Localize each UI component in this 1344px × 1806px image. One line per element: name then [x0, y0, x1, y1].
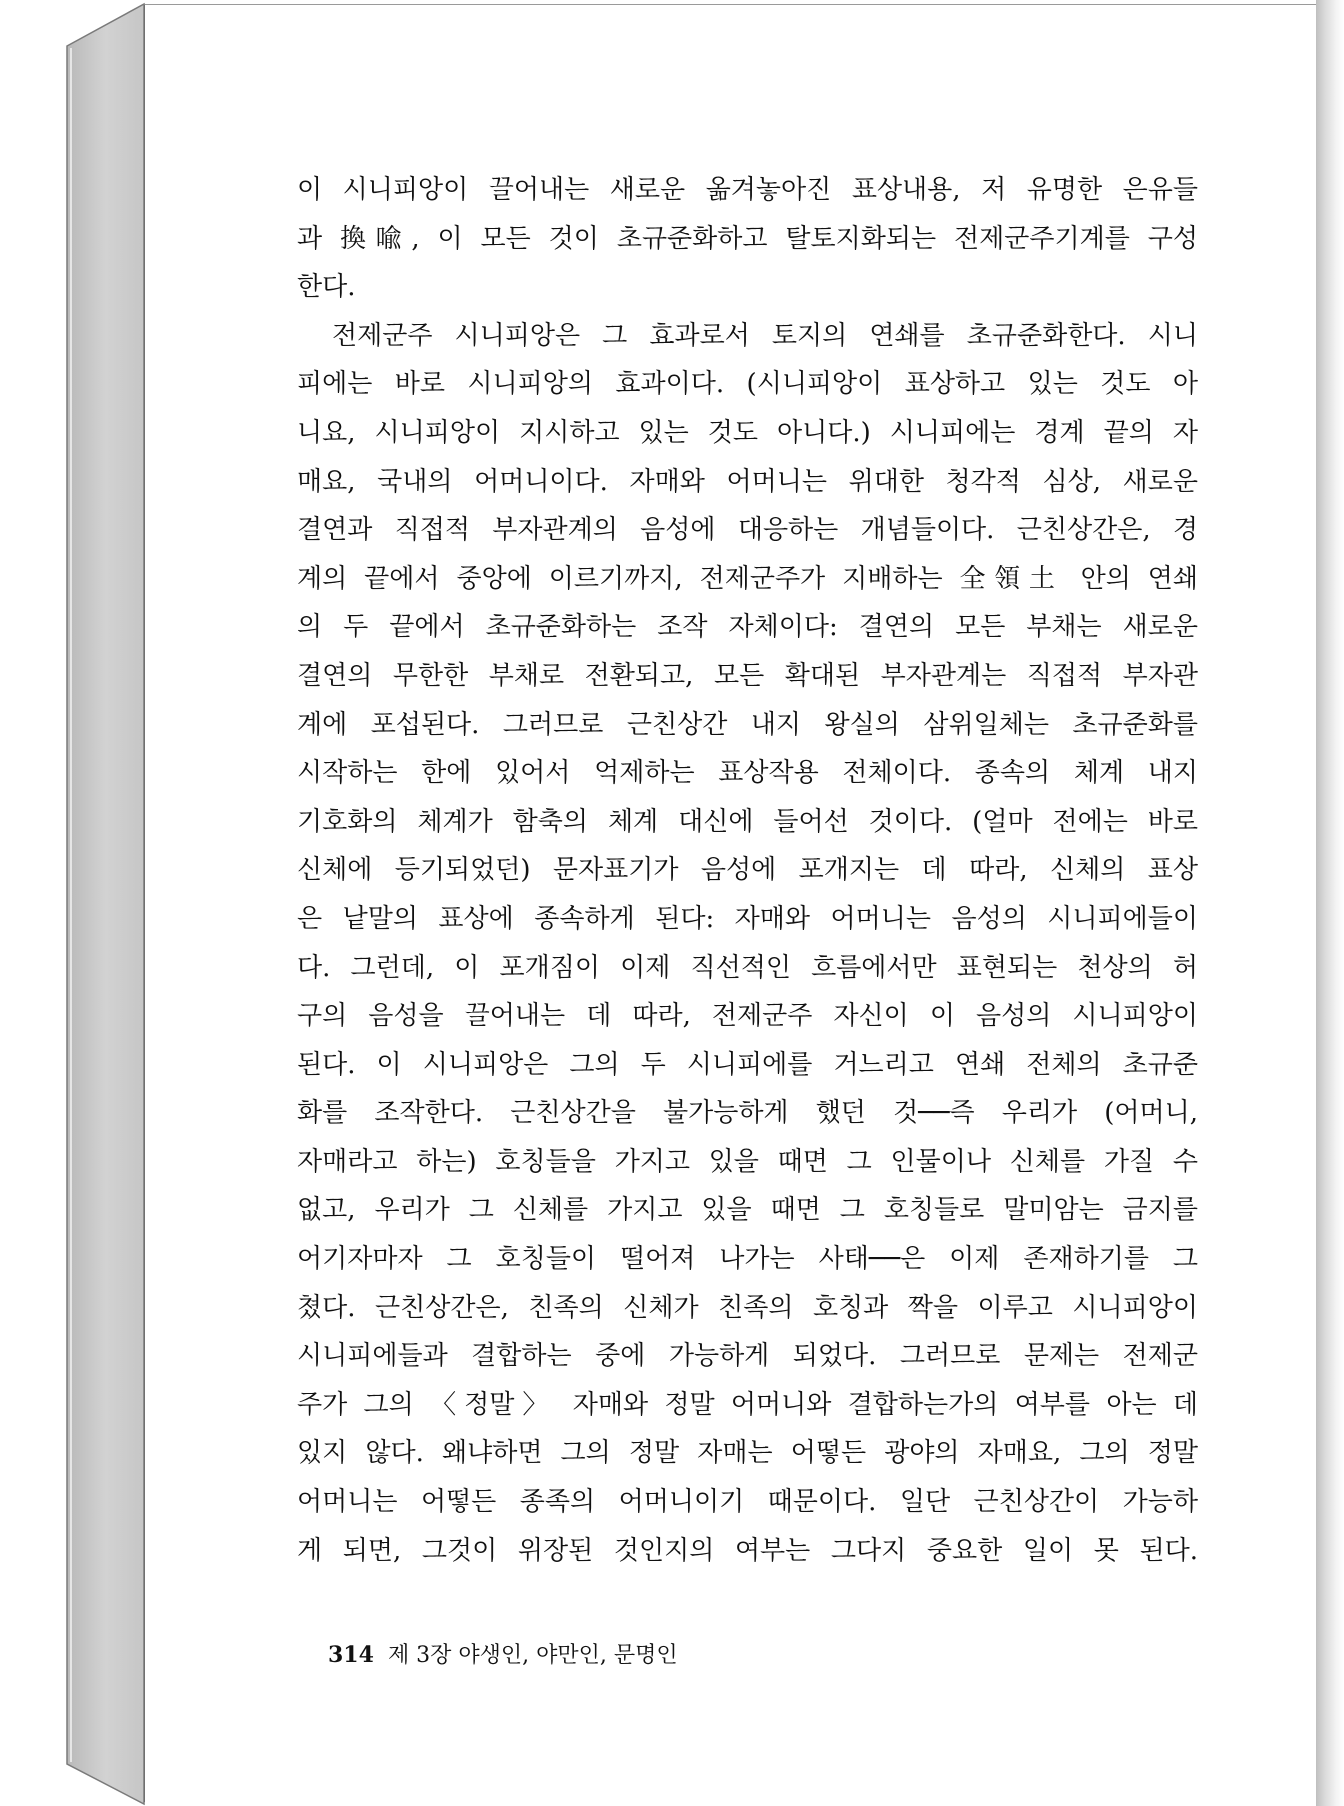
text-line: 어기자마자 그 호칭들이 떨어져 나가는 사태──은 이제 존재하기를 그	[297, 1244, 1198, 1275]
text-line: 이 시니피앙이 끌어내는 새로운 옮겨놓아진 표상내용, 저 유명한 은유들	[297, 175, 1198, 205]
text-line: 매요, 국내의 어머니이다. 자매와 어머니는 위대한 청각적 심상, 새로운	[297, 466, 1198, 497]
text-line: 계의 끝에서 중앙에 이르기까지, 전제군주가 지배하는 全領土 안의 연쇄	[297, 563, 1198, 594]
text-line: 된다. 이 시니피앙은 그의 두 시니피에를 거느리고 연쇄 전체의 초규준	[297, 1049, 1198, 1080]
text-line: 결연과 직접적 부자관계의 음성에 대응하는 개념들이다. 근친상간은, 경	[297, 515, 1198, 546]
text-line: 피에는 바로 시니피앙의 효과이다. (시니피앙이 표상하고 있는 것도 아	[297, 369, 1198, 400]
text-line: 있지 않다. 왜냐하면 그의 정말 자매는 어떻든 광야의 자매요, 그의 정말	[297, 1438, 1198, 1469]
text-line: 다. 그런데, 이 포개짐이 이제 직선적인 흐름에서만 표현되는 천상의 허	[297, 952, 1198, 983]
text-line: 결연의 무한한 부채로 전환되고, 모든 확대된 부자관계는 직접적 부자관	[297, 660, 1198, 691]
text-line: 니요, 시니피앙이 지시하고 있는 것도 아니다.) 시니피에는 경계 끝의 자	[297, 417, 1198, 448]
text-line: 한다.	[297, 272, 356, 303]
text-line: 과 換喩, 이 모든 것이 초규준화하고 탈토지화되는 전제군주기계를 구성	[297, 223, 1198, 254]
text-line: 게 되면, 그것이 위장된 것인지의 여부는 그다지 중요한 일이 못 된다.	[297, 1535, 1198, 1566]
text-line: 화를 조작한다. 근친상간을 불가능하게 했던 것──즉 우리가 (어머니,	[297, 1098, 1198, 1129]
text-line: 시니피에들과 결합하는 중에 가능하게 되었다. 그러므로 문제는 전제군	[297, 1341, 1198, 1372]
page-right-shadow	[1316, 0, 1344, 1806]
text-line: 시작하는 한에 있어서 억제하는 표상작용 전체이다. 종속의 체계 내지	[297, 758, 1198, 789]
text-line: 신체에 등기되었던) 문자표기가 음성에 포개지는 데 따라, 신체의 표상	[297, 855, 1198, 886]
text-line: 전제군주 시니피앙은 그 효과로서 토지의 연쇄를 초규준화한다. 시니	[332, 320, 1198, 351]
book-spine	[67, 4, 144, 1804]
text-line: 없고, 우리가 그 신체를 가지고 있을 때면 그 호칭들로 말미암는 금지를	[297, 1195, 1198, 1226]
text-line: 은 낱말의 표상에 종속하게 된다: 자매와 어머니는 음성의 시니피에들이	[297, 903, 1198, 934]
text-line: 자매라고 하는) 호칭들을 가지고 있을 때면 그 인물이나 신체를 가질 수	[297, 1146, 1198, 1177]
text-line: 어머니는 어떻든 종족의 어머니이기 때문이다. 일단 근친상간이 가능하	[297, 1487, 1198, 1518]
text-line: 주가 그의 〈정말〉 자매와 정말 어머니와 결합하는가의 여부를 아는 데	[297, 1389, 1198, 1420]
page-number: 314	[328, 1642, 374, 1668]
text-line: 계에 포섭된다. 그러므로 근친상간 내지 왕실의 삼위일체는 초규준화를	[297, 709, 1198, 740]
body-text	[297, 166, 1198, 1575]
page-footer	[328, 1638, 678, 1669]
text-line: 쳤다. 근친상간은, 친족의 신체가 친족의 호칭과 짝을 이루고 시니피앙이	[297, 1292, 1198, 1323]
text-line: 구의 음성을 끌어내는 데 따라, 전제군주 자신이 이 음성의 시니피앙이	[297, 1001, 1198, 1032]
running-chapter-title: 제 3장 야생인, 야만인, 문명인	[387, 1643, 678, 1668]
text-line: 기호화의 체계가 함축의 체계 대신에 들어선 것이다. (얼마 전에는 바로	[297, 806, 1198, 837]
text-line: 의 두 끝에서 초규준화하는 조작 자체이다: 결연의 모든 부채는 새로운	[297, 612, 1198, 643]
